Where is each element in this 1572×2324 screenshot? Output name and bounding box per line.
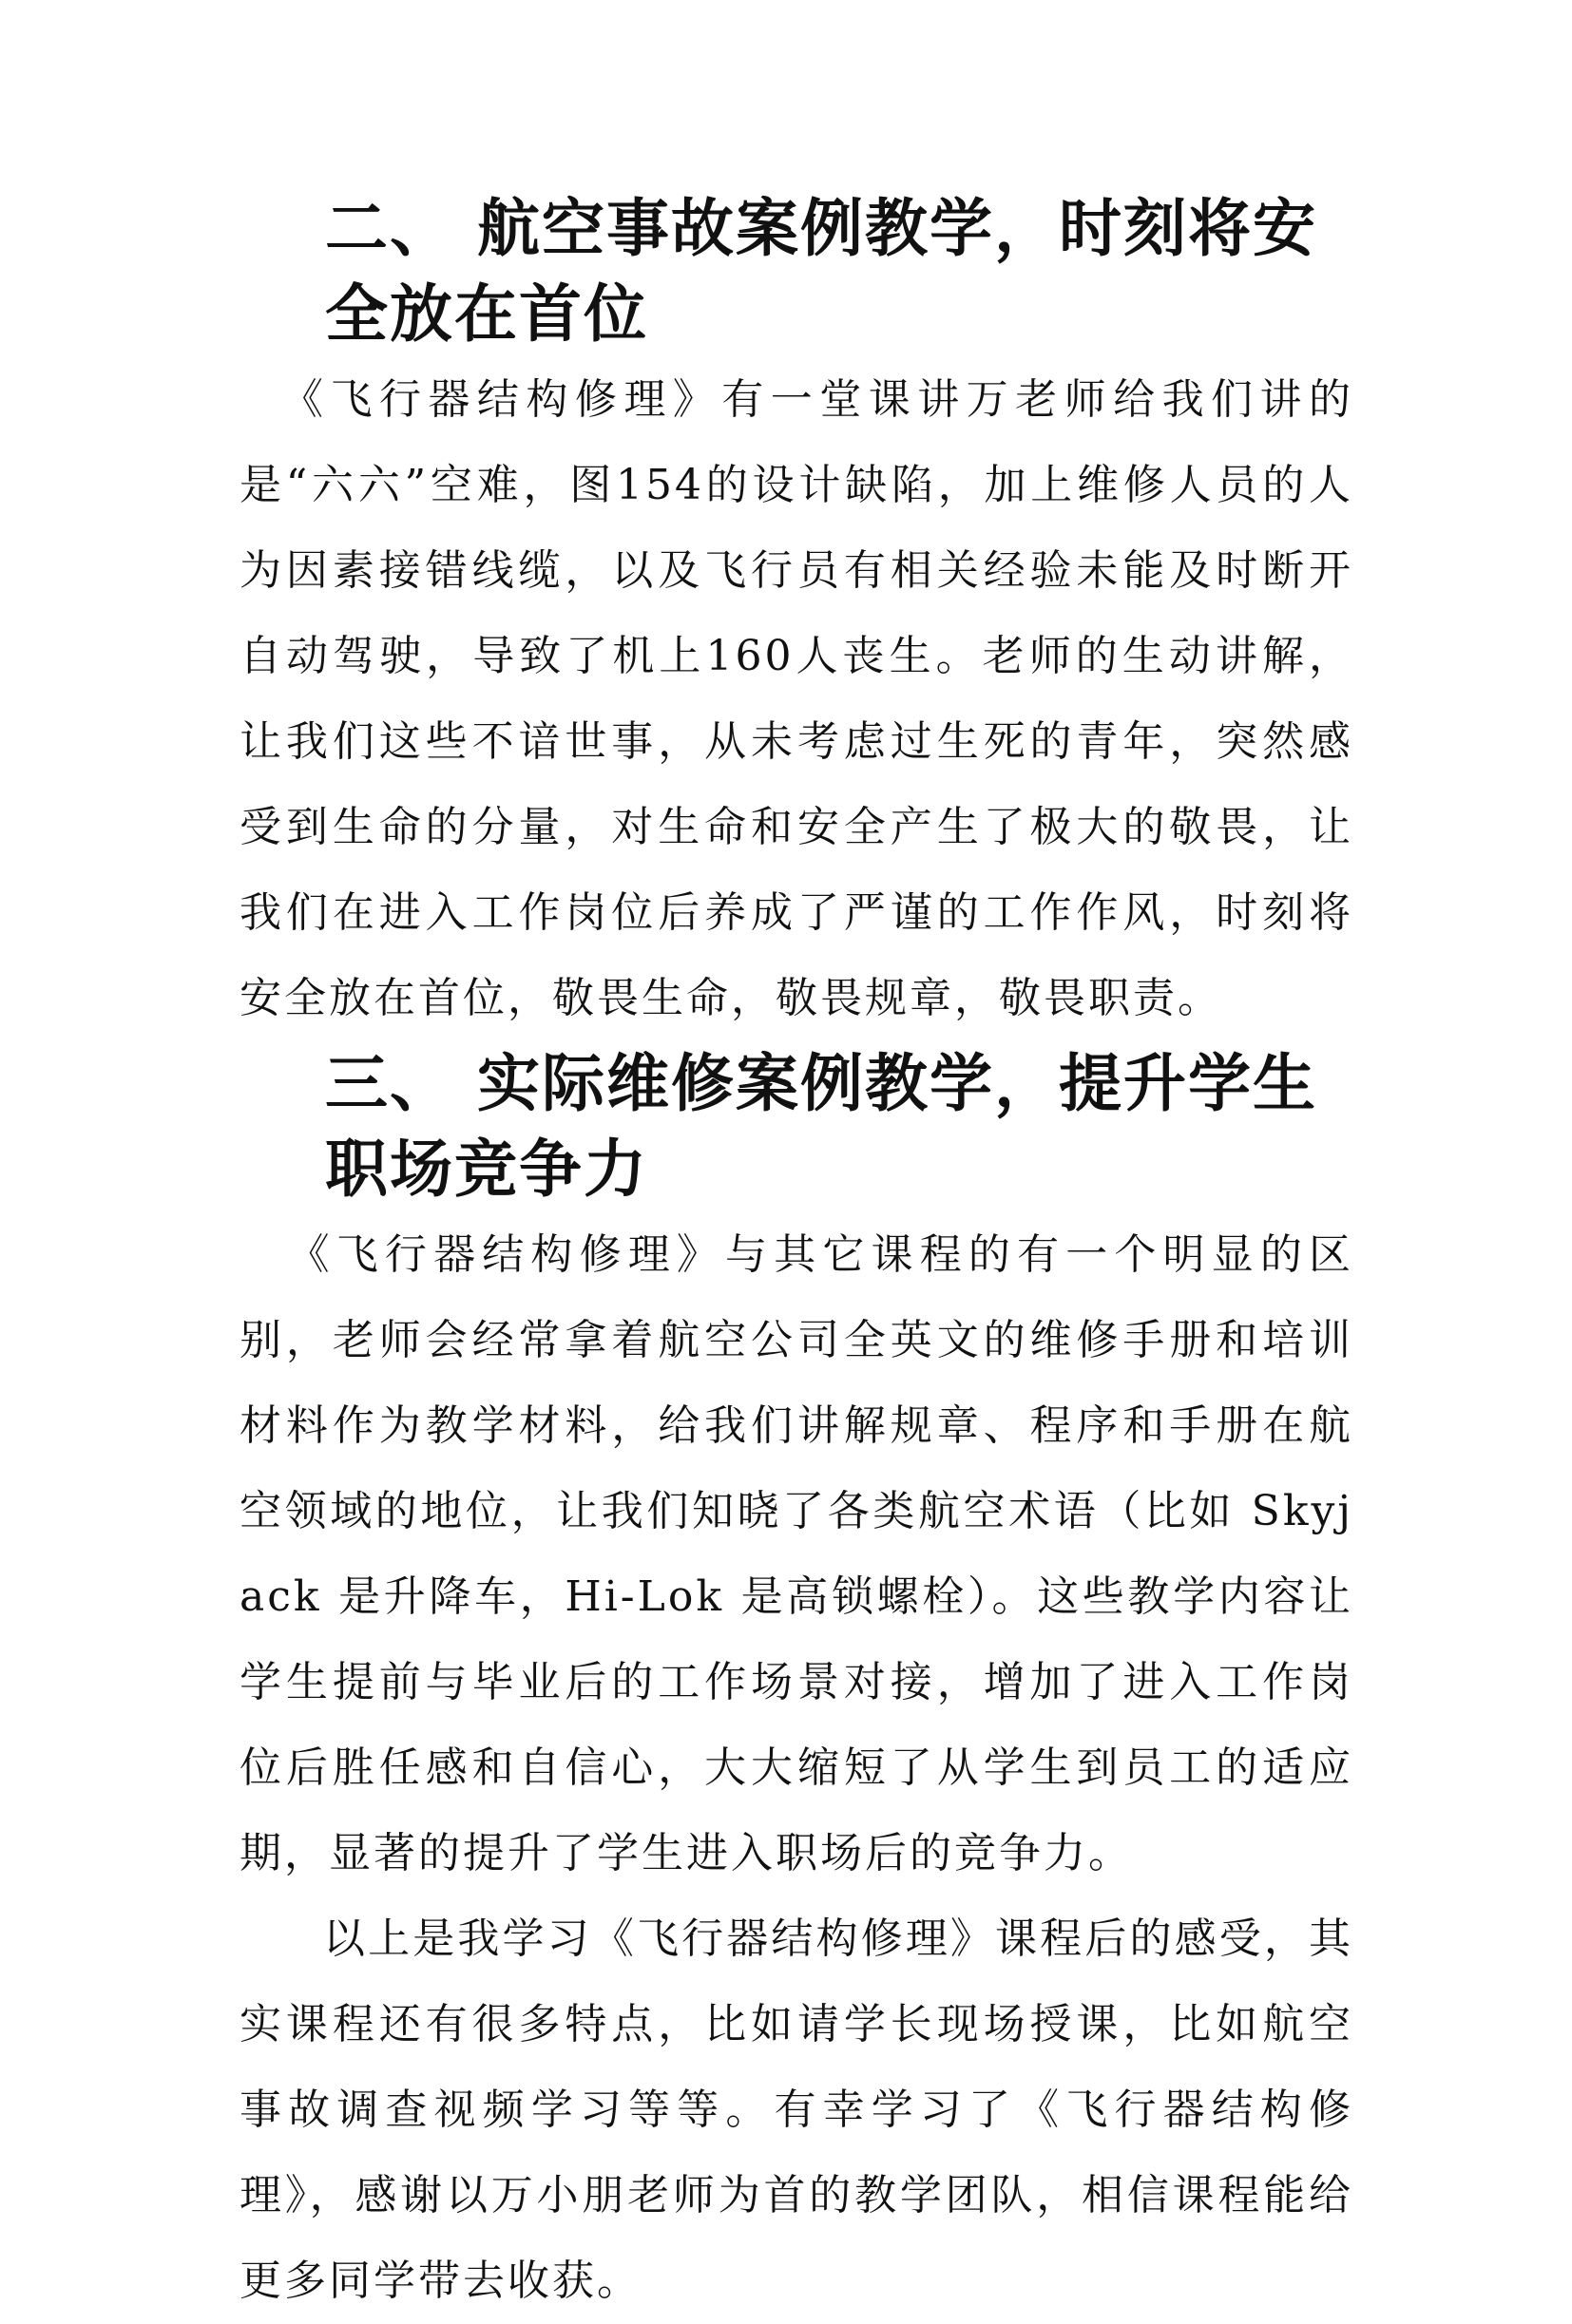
paragraph-accident-case: 《飞行器结构修理》有一堂课讲万老师给我们讲的是“六六”空难，图154的设计缺陷，加上维修人员的人为因素接错线缆，以及飞行员有相关经验未能及时断开自动驾驶，导致了机上160人丧生。老师的生动讲解，让我们这些不谙世事，从未考虑过生死的青年，突然感受到生命的分量，对生命和安全产生了极大的敬畏，让我们在进入工作岗位后养成了严谨的工作作风，时刻将安全放在首位，敬畏生命，敬畏规章，敬畏职责。 [240,375,1353,1022]
paragraph-conclusion: 以上是我学习《飞行器结构修理》课程后的感受，其实课程还有很多特点，比如请学长现场授课，比如航空事故调查视频学习等等。有幸学习了《飞行器结构修理》，感谢以万小朋老师为首的教学团队，相信课程能给更多同学带去收获。 [240,1914,1353,2305]
section-number-3: 三、 [325,1047,454,1120]
section-number-2: 二、 [325,192,454,265]
section-heading-2 [240,186,1353,357]
section-title-3: 实际维修案例教学，提升学生职场竞争力 [325,1047,1317,1206]
section-title-2: 航空事故案例教学，时刻将安全放在首位 [325,192,1317,351]
section-heading-3 [240,1041,1353,1212]
paragraph-maintenance-case: 《飞行器结构修理》与其它课程的有一个明显的区别，老师会经常拿着航空公司全英文的维修手册和培训材料作为教学材料，给我们讲解规章、程序和手册在航空领域的地位，让我们知晓了各类航空术语（比如 Skyjack 是升降车，Hi-Lok 是高锁螺栓）。这些教学内容让学生提前与毕业后的工作场景对接，增加了进入工作岗位后胜任感和自信心，大大缩短了从学生到员工的适应期，显著的提升了学生进入职场后的竞争力。 [240,1230,1353,1877]
document-body [240,186,1353,2324]
